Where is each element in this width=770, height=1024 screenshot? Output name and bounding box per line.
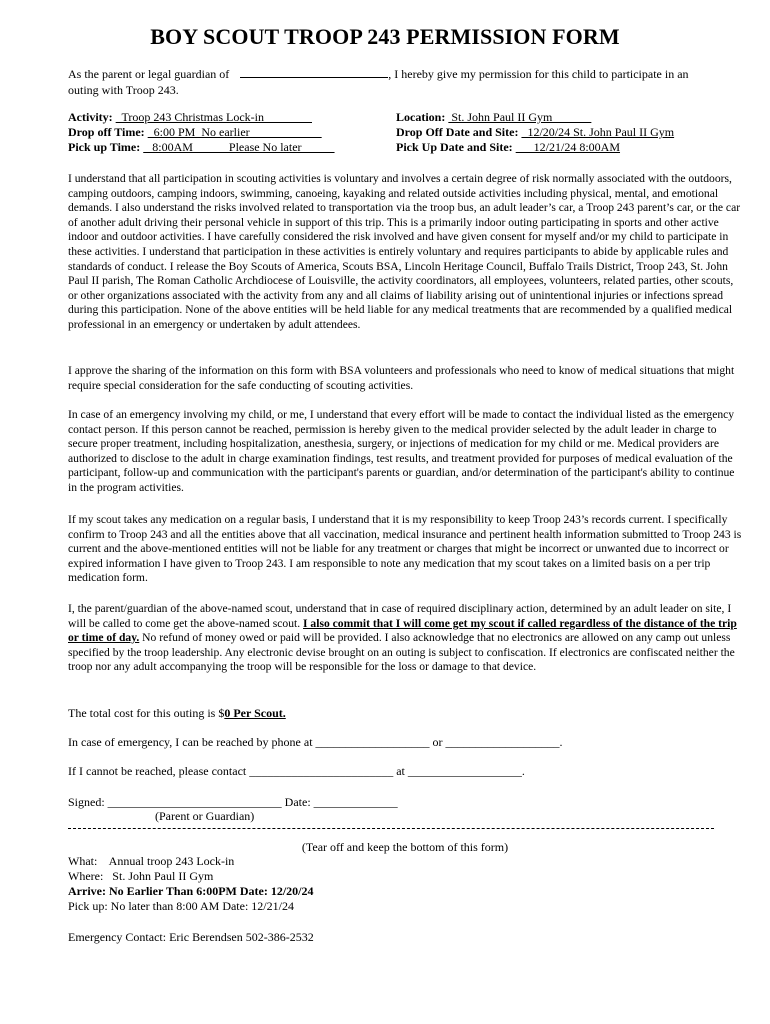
- activity-details: [68, 110, 748, 155]
- emergency-paragraph: In case of an emergency involving my child, or me, I understand that every effort will be made to contact the individual listed as the emergency contact person. If this person cannot be reached, permission is hereby given to the medical provider selected by the adult leader in charge to secure proper treatment, including hospitalization, anesthesia, surgery, or injections of medication for my child or me. Medical providers are authorized to disclose to the adult in charge examination findings, test results, and treatment provided for purposes of medical evaluation of the participant, follow-up and communication with the participant's parents or guardian, and/or determination of the participant's ability to continue in the program activities.: [68, 408, 735, 494]
- activity-label: Activity:: [68, 110, 113, 124]
- intro-line2: outing with Troop 243.: [68, 82, 179, 97]
- dropoff-date-label: Drop Off Date and Site:: [396, 125, 519, 139]
- signature-line[interactable]: Signed: _____________________________ Date: ______________: [68, 795, 398, 809]
- discipline-commitment: I also commit that I will come get my scout if called regardless of the distance of the trip or time of day.: [68, 616, 737, 645]
- phone-line[interactable]: In case of emergency, I can be reached by phone at ___________________ or ___________________.: [68, 735, 563, 749]
- location-label: Location:: [396, 110, 446, 124]
- intro-suffix: , I hereby give my permission for this child to participate in an: [388, 67, 689, 81]
- intro-statement: [68, 66, 728, 98]
- pickup-time-value: 8:00AM Please No later: [143, 140, 335, 154]
- signature-caption: (Parent or Guardian): [155, 809, 255, 823]
- tear-off-instruction: (Tear off and keep the bottom of this form): [301, 840, 509, 854]
- pickup-date-value: 12/21/24 8:00AM: [515, 140, 621, 154]
- medication-paragraph: If my scout takes any medication on a regular basis, I understand that it is my responsibility to keep Troop 243’s records current. I specifically confirm to Troop 243 and all the entities above that all vaccination, medical insurance and pertinent health information submitted to Troop 243 is current and the above-mentioned entities will not be liable for any treatment or charges that might be incorrect or unwanted due to incorrect or expired information I have given to Troop 243. I am responsible to note any medication that my scout takes on a limited basis on a per trip medication form.: [68, 513, 742, 585]
- stub-emergency-contact: Emergency Contact: Eric Berendsen 502-386-2532: [68, 930, 314, 944]
- pickup-row: [68, 140, 748, 155]
- discipline-text-a: I, the parent/guardian of the above-named scout, understand that in case of required disciplinary action, determined by an adult leader on site, I will be called to come get the above-named scout.: [68, 602, 732, 630]
- cost-value: 0 Per Scout.: [224, 706, 286, 720]
- stub-what: What: Annual troop 243 Lock-in: [68, 854, 235, 868]
- discipline-paragraph: [68, 602, 743, 675]
- cost-line: [68, 706, 286, 721]
- stub-arrive: Arrive: No Earlier Than 6:00PM Date: 12/20/24: [68, 884, 314, 898]
- pickup-time-label: Pick up Time:: [68, 140, 141, 154]
- discipline-text-b: No refund of money owed or paid will be provided. I also acknowledge that no electronics are allowed on any camp out unless specified by the troop leadership. Any electronic devise brought on an outing is subject to confiscation. If electronics are confiscated neither the troop nor any adult accompanying the troop will be responsible for the loss or damage to that device.: [68, 631, 735, 674]
- form-title: BOY SCOUT TROOP 243 PERMISSION FORM: [150, 24, 620, 49]
- child-name-field[interactable]: [240, 66, 388, 78]
- intro-prefix: As the parent or legal guardian of: [68, 67, 230, 81]
- activity-value: Troop 243 Christmas Lock-in: [115, 110, 312, 124]
- stub-pickup: Pick up: No later than 8:00 AM Date: 12/21/24: [68, 899, 294, 913]
- location-value: St. John Paul II Gym: [448, 110, 592, 124]
- risk-release-paragraph: I understand that all participation in scouting activities is voluntary and involves a certain degree of risk normally associated with the outdoors, camping outdoors, camping indoors, swimming, canoeing, kayaking and related outside activities including physical, mental, and emotional demands. I also understand the risks involved related to transportation via the troop bus, an adult leader’s car, a Troop 243 parent’s car, or the car of another adult driving their personal vehicle in support of this trip. This is a primarily indoor outing participating in sports and other active indoor and outdoor activities. I have carefully considered the risk involved and have given consent for myself and/or my child to participate in these activities. I understand that participation in these activities is entirely voluntary and requires participants to abide by applicable rules and standards of conduct. I release the Boy Scouts of America, Scouts BSA, Lincoln Heritage Council, Buffalo Trails District, Troop 243, St. John Paul II parish, The Roman Catholic Archdiocese of Louisville, the activity coordinators, all employees, volunteers, related parties, other scouts, or other organizations associated with the activity from any and all claims of liability arising out of unintentional injuries or infections spread during this participation. None of the above entities will be held liable for any medical treatments that are recommended by a qualified medical professional in an emergency or undertaken by adult attendees.: [68, 172, 741, 331]
- pickup-date-label: Pick Up Date and Site:: [396, 140, 513, 154]
- dropoff-row: [68, 125, 748, 140]
- dropoff-date-value: 12/20/24 St. John Paul II Gym: [521, 125, 675, 139]
- activity-row: [68, 110, 748, 125]
- dropoff-time-label: Drop off Time:: [68, 125, 145, 139]
- tear-off-divider: [68, 828, 714, 829]
- cost-prefix: The total cost for this outing is $: [68, 706, 225, 720]
- stub-where: Where: St. John Paul II Gym: [68, 869, 214, 883]
- dropoff-time-value: 6:00 PM No earlier: [147, 125, 322, 139]
- information-sharing-paragraph: I approve the sharing of the information on this form with BSA volunteers and professionals who need to know of medical situations that might require special consideration for the safe conducting of scouting activities.: [68, 364, 735, 392]
- contact-line[interactable]: If I cannot be reached, please contact ________________________ at ___________________.: [68, 764, 525, 778]
